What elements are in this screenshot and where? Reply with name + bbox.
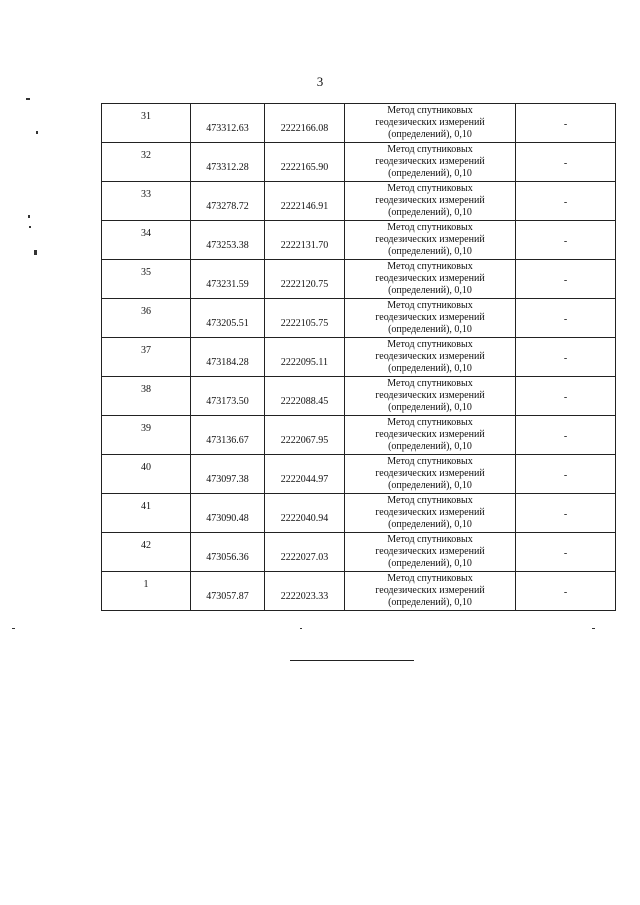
method-line: Метод спутниковых — [387, 261, 473, 272]
method-cell — [345, 377, 516, 416]
page-number: 3 — [316, 74, 324, 89]
point-number-cell-text: 41 — [141, 501, 151, 512]
point-number-cell — [102, 104, 191, 143]
table-row — [102, 455, 616, 494]
method-line: Метод спутниковых — [387, 183, 473, 194]
y-coordinate-cell-text: 2222165.90 — [280, 162, 329, 173]
x-coordinate-cell — [191, 104, 265, 143]
method-line: (определений), 0,10 — [388, 402, 472, 413]
dash-cell — [516, 221, 616, 260]
point-number-cell — [102, 143, 191, 182]
table-row — [102, 494, 616, 533]
dash-cell-text: - — [563, 353, 568, 364]
table-row — [102, 416, 616, 455]
scan-speck — [26, 98, 30, 100]
point-number-cell-text: 39 — [141, 423, 151, 434]
y-coordinate-cell-text: 2222067.95 — [280, 435, 329, 446]
y-coordinate-cell — [265, 338, 345, 377]
y-coordinate-cell — [265, 377, 345, 416]
method-cell — [345, 143, 516, 182]
dash-cell — [516, 104, 616, 143]
dash-cell-text: - — [563, 119, 568, 130]
y-coordinate-cell-text: 2222120.75 — [280, 279, 329, 290]
point-number-cell-text: 32 — [141, 150, 151, 161]
y-coordinate-cell — [265, 494, 345, 533]
x-coordinate-cell-text: 473097.38 — [206, 474, 249, 485]
method-cell — [345, 104, 516, 143]
y-coordinate-cell-text: 2222088.45 — [280, 396, 329, 407]
y-coordinate-cell-text: 2222023.33 — [280, 591, 329, 602]
dash-cell-text: - — [563, 158, 568, 169]
method-line: (определений), 0,10 — [388, 324, 472, 335]
dash-cell-text: - — [563, 275, 568, 286]
point-number-cell — [102, 260, 191, 299]
scan-speck — [12, 628, 15, 629]
method-line: (определений), 0,10 — [388, 519, 472, 530]
method-line: Метод спутниковых — [387, 534, 473, 545]
method-line: геодезических измерений — [375, 117, 485, 128]
method-line: Метод спутниковых — [387, 222, 473, 233]
table-row — [102, 377, 616, 416]
dash-cell — [516, 533, 616, 572]
method-cell — [345, 338, 516, 377]
method-cell — [345, 299, 516, 338]
y-coordinate-cell — [265, 455, 345, 494]
y-coordinate-cell — [265, 416, 345, 455]
method-cell — [345, 182, 516, 221]
document-end-line — [290, 660, 414, 661]
table-row — [102, 572, 616, 611]
dash-cell-text: - — [563, 392, 568, 403]
scan-speck — [29, 226, 31, 228]
x-coordinate-cell-text: 473090.48 — [206, 513, 249, 524]
method-line: (определений), 0,10 — [388, 441, 472, 452]
y-coordinate-cell-text: 2222044.97 — [280, 474, 329, 485]
method-line: (определений), 0,10 — [388, 480, 472, 491]
x-coordinate-cell — [191, 182, 265, 221]
dash-cell-text: - — [563, 314, 568, 325]
x-coordinate-cell-text: 473253.38 — [206, 240, 249, 251]
method-line: (определений), 0,10 — [388, 558, 472, 569]
scan-speck — [34, 250, 37, 255]
point-number-cell-text: 34 — [141, 228, 151, 239]
point-number-cell-text: 35 — [141, 267, 151, 278]
table-row — [102, 533, 616, 572]
point-number-cell-text: 38 — [141, 384, 151, 395]
dash-cell — [516, 143, 616, 182]
dash-cell — [516, 572, 616, 611]
dash-cell — [516, 416, 616, 455]
method-line: (определений), 0,10 — [388, 207, 472, 218]
method-line: геодезических измерений — [375, 468, 485, 479]
method-line: Метод спутниковых — [387, 378, 473, 389]
dash-cell — [516, 260, 616, 299]
x-coordinate-cell — [191, 494, 265, 533]
x-coordinate-cell — [191, 533, 265, 572]
scan-speck — [28, 215, 30, 218]
table-row — [102, 299, 616, 338]
method-cell — [345, 533, 516, 572]
dash-cell — [516, 299, 616, 338]
scan-speck — [36, 131, 38, 134]
x-coordinate-cell-text: 473056.36 — [206, 552, 249, 563]
method-line: (определений), 0,10 — [388, 597, 472, 608]
method-line: (определений), 0,10 — [388, 129, 472, 140]
method-cell — [345, 455, 516, 494]
dash-cell-text: - — [563, 431, 568, 442]
coordinates-table — [101, 103, 616, 611]
x-coordinate-cell-text: 473057.87 — [206, 591, 249, 602]
method-line: Метод спутниковых — [387, 105, 473, 116]
method-line: Метод спутниковых — [387, 456, 473, 467]
y-coordinate-cell — [265, 182, 345, 221]
y-coordinate-cell — [265, 260, 345, 299]
method-cell — [345, 494, 516, 533]
y-coordinate-cell-text: 2222095.11 — [280, 357, 329, 368]
x-coordinate-cell-text: 473184.28 — [206, 357, 249, 368]
x-coordinate-cell — [191, 143, 265, 182]
method-line: Метод спутниковых — [387, 144, 473, 155]
y-coordinate-cell — [265, 221, 345, 260]
point-number-cell-text: 36 — [141, 306, 151, 317]
method-cell — [345, 572, 516, 611]
dash-cell-text: - — [563, 509, 568, 520]
x-coordinate-cell — [191, 455, 265, 494]
y-coordinate-cell-text: 2222146.91 — [280, 201, 329, 212]
y-coordinate-cell-text: 2222105.75 — [280, 318, 329, 329]
method-line: Метод спутниковых — [387, 495, 473, 506]
point-number-cell — [102, 182, 191, 221]
method-line: геодезических измерений — [375, 546, 485, 557]
x-coordinate-cell-text: 473136.67 — [206, 435, 249, 446]
table-row — [102, 338, 616, 377]
method-line: Метод спутниковых — [387, 339, 473, 350]
table-row — [102, 260, 616, 299]
method-line: геодезических измерений — [375, 234, 485, 245]
method-line: геодезических измерений — [375, 429, 485, 440]
y-coordinate-cell-text: 2222027.03 — [280, 552, 329, 563]
y-coordinate-cell — [265, 299, 345, 338]
coordinates-table-body — [102, 104, 616, 611]
point-number-cell — [102, 377, 191, 416]
method-line: геодезических измерений — [375, 195, 485, 206]
x-coordinate-cell-text: 473312.63 — [206, 123, 249, 134]
x-coordinate-cell — [191, 299, 265, 338]
x-coordinate-cell — [191, 260, 265, 299]
point-number-cell-text: 1 — [143, 579, 149, 590]
scan-speck — [592, 628, 595, 629]
point-number-cell — [102, 299, 191, 338]
y-coordinate-cell-text: 2222131.70 — [280, 240, 329, 251]
table-row — [102, 143, 616, 182]
method-cell — [345, 221, 516, 260]
y-coordinate-cell — [265, 143, 345, 182]
point-number-cell — [102, 533, 191, 572]
method-line: Метод спутниковых — [387, 417, 473, 428]
point-number-cell — [102, 221, 191, 260]
x-coordinate-cell-text: 473231.59 — [206, 279, 249, 290]
scan-speck — [300, 628, 302, 629]
dash-cell — [516, 338, 616, 377]
method-line: геодезических измерений — [375, 312, 485, 323]
dash-cell-text: - — [563, 236, 568, 247]
y-coordinate-cell-text: 2222166.08 — [280, 123, 329, 134]
method-line: геодезических измерений — [375, 273, 485, 284]
method-line: геодезических измерений — [375, 156, 485, 167]
method-line: геодезических измерений — [375, 390, 485, 401]
x-coordinate-cell — [191, 221, 265, 260]
method-line: (определений), 0,10 — [388, 168, 472, 179]
dash-cell — [516, 377, 616, 416]
method-cell — [345, 260, 516, 299]
x-coordinate-cell — [191, 338, 265, 377]
x-coordinate-cell — [191, 377, 265, 416]
dash-cell-text: - — [563, 587, 568, 598]
point-number-cell — [102, 338, 191, 377]
method-line: геодезических измерений — [375, 585, 485, 596]
x-coordinate-cell-text: 473278.72 — [206, 201, 249, 212]
point-number-cell-text: 40 — [141, 462, 151, 473]
point-number-cell-text: 33 — [141, 189, 151, 200]
point-number-cell-text: 37 — [141, 345, 151, 356]
y-coordinate-cell — [265, 104, 345, 143]
method-line: (определений), 0,10 — [388, 285, 472, 296]
dash-cell — [516, 494, 616, 533]
method-line: Метод спутниковых — [387, 573, 473, 584]
method-cell — [345, 416, 516, 455]
method-line: (определений), 0,10 — [388, 363, 472, 374]
dash-cell-text: - — [563, 197, 568, 208]
method-line: Метод спутниковых — [387, 300, 473, 311]
y-coordinate-cell — [265, 533, 345, 572]
x-coordinate-cell — [191, 416, 265, 455]
point-number-cell — [102, 494, 191, 533]
point-number-cell-text: 31 — [141, 111, 151, 122]
dash-cell-text: - — [563, 470, 568, 481]
y-coordinate-cell — [265, 572, 345, 611]
dash-cell-text: - — [563, 548, 568, 559]
table-row — [102, 182, 616, 221]
point-number-cell — [102, 416, 191, 455]
table-row — [102, 104, 616, 143]
method-line: геодезических измерений — [375, 507, 485, 518]
x-coordinate-cell-text: 473205.51 — [206, 318, 249, 329]
point-number-cell-text: 42 — [141, 540, 151, 551]
dash-cell — [516, 182, 616, 221]
y-coordinate-cell-text: 2222040.94 — [280, 513, 329, 524]
method-line: (определений), 0,10 — [388, 246, 472, 257]
table-row — [102, 221, 616, 260]
point-number-cell — [102, 572, 191, 611]
method-line: геодезических измерений — [375, 351, 485, 362]
x-coordinate-cell-text: 473312.28 — [206, 162, 249, 173]
dash-cell — [516, 455, 616, 494]
x-coordinate-cell — [191, 572, 265, 611]
x-coordinate-cell-text: 473173.50 — [206, 396, 249, 407]
point-number-cell — [102, 455, 191, 494]
